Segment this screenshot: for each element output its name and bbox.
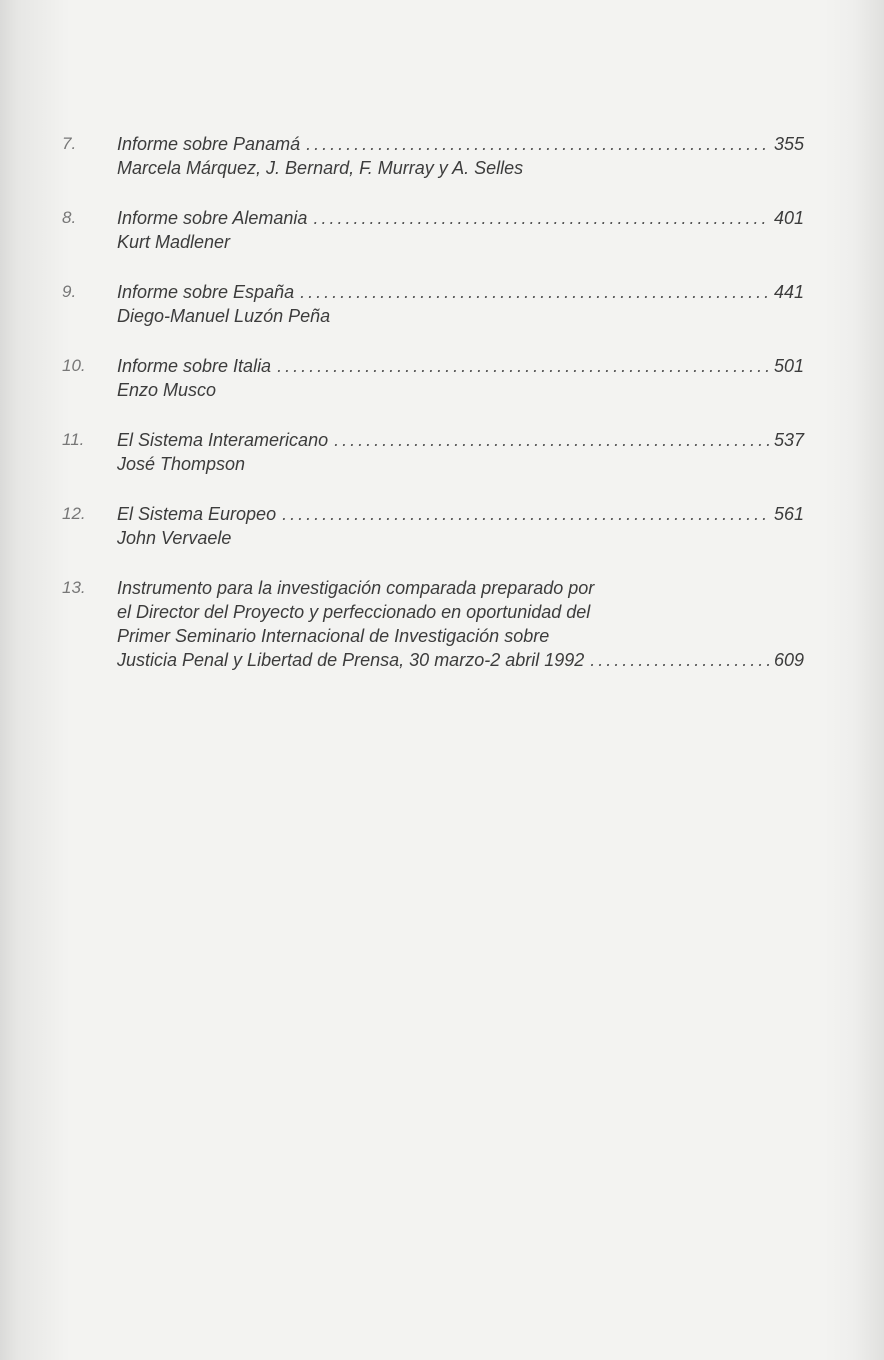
- entry-page-number: 537: [773, 430, 804, 450]
- entry-page-number: 501: [773, 356, 804, 376]
- toc-entry: [62, 502, 804, 550]
- entry-number: 13.: [62, 578, 86, 597]
- toc-entry: [62, 354, 804, 402]
- entry-title: El Sistema Interamericano: [117, 430, 329, 450]
- entry-page-number: 609: [773, 650, 804, 670]
- entry-title: Informe sobre Italia: [117, 356, 272, 376]
- entry-number: 12.: [62, 504, 86, 523]
- entry-title-line: Primer Seminario Internacional de Investigación sobre: [117, 626, 550, 646]
- entry-author: José Thompson: [117, 454, 246, 474]
- entry-title: Informe sobre España: [117, 282, 295, 302]
- entry-title: El Sistema Europeo: [117, 504, 277, 524]
- dot-leader: [306, 132, 770, 156]
- entry-page-number: 401: [773, 208, 804, 228]
- entry-title: Informe sobre Alemania: [117, 208, 308, 228]
- dot-leader: [334, 428, 770, 452]
- entry-number: 9.: [62, 282, 77, 301]
- dot-leader: [590, 648, 770, 672]
- entry-number: 8.: [62, 208, 77, 227]
- entry-page-number: 355: [773, 134, 804, 154]
- entry-page-number: 441: [773, 282, 804, 302]
- entry-title-line: el Director del Proyecto y perfeccionado en oportunidad del: [117, 602, 591, 622]
- entry-author: Kurt Madlener: [117, 232, 231, 252]
- entry-author: Diego-Manuel Luzón Peña: [117, 306, 331, 326]
- entry-number: 7.: [62, 134, 77, 153]
- entry-number: 10.: [62, 356, 86, 375]
- entry-author: John Vervaele: [117, 528, 232, 548]
- entry-title: Informe sobre Panamá: [117, 134, 301, 154]
- entry-page-number: 561: [773, 504, 804, 524]
- toc-entry: [62, 428, 804, 476]
- table-of-contents: [62, 132, 804, 698]
- entry-author: Marcela Márquez, J. Bernard, F. Murray y A. Selles: [117, 158, 524, 178]
- entry-number: 11.: [62, 430, 85, 449]
- toc-entry: [62, 206, 804, 254]
- dot-leader: [277, 354, 770, 378]
- dot-leader: [300, 280, 770, 304]
- toc-entry: [62, 132, 804, 180]
- dot-leader: [313, 206, 770, 230]
- toc-entry: [62, 280, 804, 328]
- toc-entry: [62, 576, 804, 672]
- dot-leader: [282, 502, 770, 526]
- entry-title-line: Instrumento para la investigación comparada preparado por: [117, 578, 595, 598]
- entry-author: Enzo Musco: [117, 380, 217, 400]
- entry-title-line: Justicia Penal y Libertad de Prensa, 30 marzo-2 abril 1992: [117, 650, 585, 670]
